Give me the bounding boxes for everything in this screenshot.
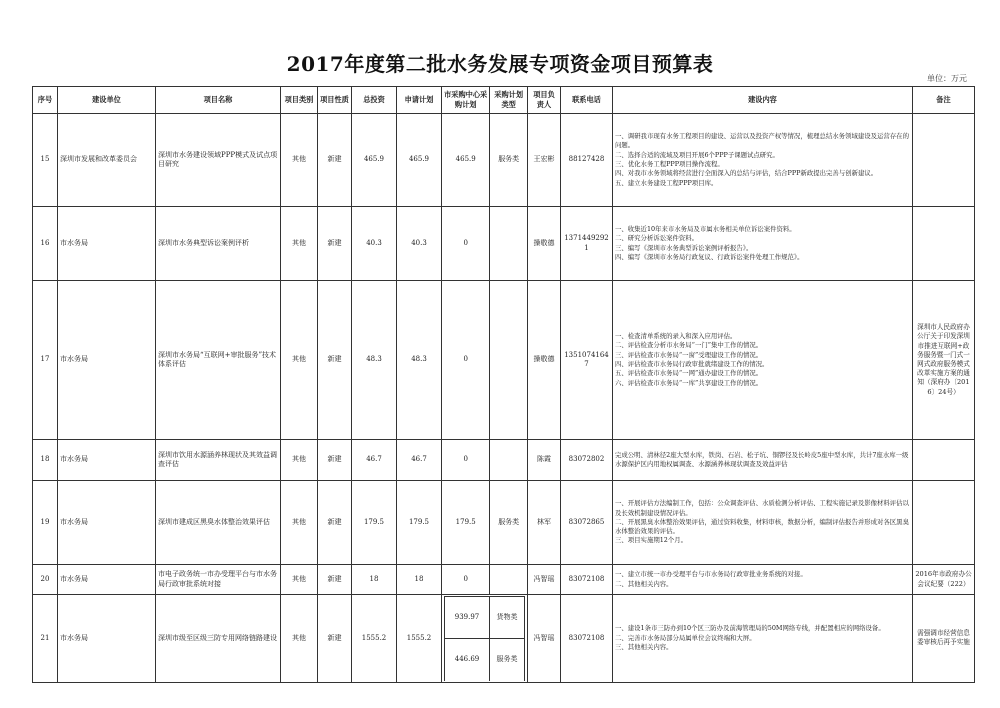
cell-note (913, 481, 975, 565)
table-row (33, 207, 975, 281)
cell-ptype (490, 440, 528, 481)
cell-note: 2016年市政府办公会议纪要（222） (913, 565, 975, 595)
content-line: 完成公明、清林径2座大型水库，铁岗、石岩、松子坑、铜锣径及长岭皮5座中型水库，共计7座水库一级水源保护区内用地权属调查、水源涵养林现状调查及效益评估 (615, 450, 909, 468)
content-line: 一、建设1条市三防办到10个区三防办及前海管理局的50M网络专线，并配置相应的网络设备。 (615, 624, 885, 633)
header-total: 总投资 (352, 87, 397, 114)
cell-nature: 新建 (318, 114, 352, 207)
cell-note (913, 114, 975, 207)
header-unit: 建设单位 (58, 87, 156, 114)
cell-unit: 市水务局 (58, 440, 156, 481)
cell-ptype: 服务类 (490, 481, 528, 565)
cell-center-split (442, 595, 528, 683)
cell-category: 其他 (281, 595, 318, 683)
cell-no: 15 (33, 114, 58, 207)
cell-phone: 83072108 (561, 595, 613, 683)
cell-apply: 1555.2 (397, 595, 442, 683)
cell-center: 179.5 (442, 481, 490, 565)
cell-no: 19 (33, 481, 58, 565)
cell-apply: 40.3 (397, 207, 442, 281)
header-nature: 项目性质 (318, 87, 352, 114)
cell-project-name: 市电子政务统一市办受理平台与市水务局行政审批系统对接 (156, 565, 281, 595)
cell-nature: 新建 (318, 440, 352, 481)
header-apply: 申请计划 (397, 87, 442, 114)
content-line: 一、调研我市现有水务工程项目的建设、运营以及投资产权等情况，梳理总结水务领域建设及运营存在的问题。 (615, 132, 909, 150)
cell-content (613, 565, 913, 595)
cell-content (613, 595, 913, 683)
split-table (444, 596, 525, 681)
cell-ptype (490, 565, 528, 595)
cell-unit: 市水务局 (58, 481, 156, 565)
content-line: 二、研究分析诉讼案件资料。 (615, 234, 699, 243)
cell-project-name: 深圳市饮用水源涵养林现状及其效益调查评估 (156, 440, 281, 481)
cell-category: 其他 (281, 565, 318, 595)
split-type: 货物类 (490, 597, 525, 639)
cell-total: 1555.2 (352, 595, 397, 683)
cell-center: 0 (442, 281, 490, 440)
cell-note (913, 207, 975, 281)
cell-unit: 深圳市发展和改革委员会 (58, 114, 156, 207)
cell-total: 46.7 (352, 440, 397, 481)
header-row (33, 87, 975, 114)
cell-no: 20 (33, 565, 58, 595)
cell-phone: 13510741647 (561, 281, 613, 440)
split-row (445, 639, 525, 681)
cell-category: 其他 (281, 440, 318, 481)
cell-apply: 465.9 (397, 114, 442, 207)
cell-project-name: 深圳市级至区级三防专用网络链路建设 (156, 595, 281, 683)
cell-nature: 新建 (318, 595, 352, 683)
split-amount: 446.69 (445, 639, 490, 681)
cell-total: 40.3 (352, 207, 397, 281)
header-phone: 联系电话 (561, 87, 613, 114)
table-row (33, 595, 975, 683)
content-line: 六、评估检查市水务局“一库”共享建设工作的情况。 (615, 378, 763, 387)
cell-phone: 83072108 (561, 565, 613, 595)
header-ptype: 采购计划类型 (490, 87, 528, 114)
cell-nature: 新建 (318, 565, 352, 595)
cell-unit: 市水务局 (58, 595, 156, 683)
cell-person: 冯智瑶 (528, 595, 561, 683)
content-line: 一、开展评估方法编制工作，包括：公众调查评估、水质检测分析评估、工程实施记录及影像材料评估以及长效机制建设情况评估。 (615, 499, 909, 517)
cell-phone: 83072802 (561, 440, 613, 481)
split-type: 服务类 (490, 639, 525, 681)
table-row (33, 481, 975, 565)
header-note: 备注 (913, 87, 975, 114)
cell-project-name: 深圳市建成区黑臭水体整治效果评估 (156, 481, 281, 565)
cell-ptype (490, 207, 528, 281)
content-line: 二、评估检查分析市水务局“一门”集中工作的情况。 (615, 341, 763, 350)
content-line: 四、对我市水务领域将经营进行全面深入的总结与评估，结合PPP新政提出完善与创新建议。 (615, 169, 878, 178)
content-line: 一、收集近10年来市水务局及市属水务相关单位诉讼案件资料。 (615, 224, 796, 233)
cell-total: 465.9 (352, 114, 397, 207)
cell-category: 其他 (281, 481, 318, 565)
cell-ptype (490, 281, 528, 440)
cell-project-name: 深圳市水务典型诉讼案例评析 (156, 207, 281, 281)
cell-no: 17 (33, 281, 58, 440)
cell-person: 操敬德 (528, 207, 561, 281)
cell-no: 21 (33, 595, 58, 683)
content-line: 二、完善市水务局部分局属单位会议终端和大屏。 (615, 633, 756, 642)
budget-table (32, 86, 975, 683)
table-row (33, 440, 975, 481)
cell-person: 王宏彬 (528, 114, 561, 207)
cell-total: 48.3 (352, 281, 397, 440)
cell-unit: 市水务局 (58, 207, 156, 281)
document-title: 2017年度第二批水务发展专项资金项目预算表 (286, 52, 714, 76)
cell-content (613, 207, 913, 281)
table-row (33, 114, 975, 207)
cell-phone: 88127428 (561, 114, 613, 207)
cell-category: 其他 (281, 281, 318, 440)
cell-category: 其他 (281, 207, 318, 281)
cell-content (613, 440, 913, 481)
content-line: 四、编写《深圳市水务局行政复议、行政诉讼案件处理工作规范》。 (615, 252, 804, 261)
cell-project-name: 深圳市水务建设领域PPP模式及试点项目研究 (156, 114, 281, 207)
cell-unit: 市水务局 (58, 281, 156, 440)
cell-unit: 市水务局 (58, 565, 156, 595)
cell-person: 林军 (528, 481, 561, 565)
content-line: 四、评估检查市水务局行政审批就绪建设工作的情况。 (615, 360, 769, 368)
content-line: 五、评估检查市水务局“一网”通办建设工作的情况。 (615, 369, 763, 378)
cell-person: 冯智瑶 (528, 565, 561, 595)
table-row (33, 565, 975, 595)
content-line: 五、建立水务建设工程PPP项目库。 (615, 178, 718, 187)
cell-apply: 48.3 (397, 281, 442, 440)
cell-center: 0 (442, 565, 490, 595)
unit-label: 单位：万元 (927, 74, 967, 83)
header-person: 项目负责人 (528, 87, 561, 114)
cell-phone: 13714492921 (561, 207, 613, 281)
cell-nature: 新建 (318, 481, 352, 565)
cell-person: 操敬德 (528, 281, 561, 440)
content-line: 三、编写《深圳市水务典型诉讼案例评析报告》。 (615, 243, 753, 252)
cell-category: 其他 (281, 114, 318, 207)
cell-nature: 新建 (318, 281, 352, 440)
header-center: 市采购中心采购计划 (442, 87, 490, 114)
cell-apply: 46.7 (397, 440, 442, 481)
cell-apply: 179.5 (397, 481, 442, 565)
table-row (33, 281, 975, 440)
cell-apply: 18 (397, 565, 442, 595)
header-content: 建设内容 (613, 87, 913, 114)
cell-project-name: 深圳市水务局“互联网+审批服务”技术体系评估 (156, 281, 281, 440)
content-line: 三、评估检查市水务局“一窗”受理建设工作的情况。 (615, 350, 763, 359)
cell-content (613, 114, 913, 207)
content-line: 二、其他相关内容。 (615, 579, 673, 588)
content-line: 二、选择合适的流域及项目开展6个PPP子课题试点研究。 (615, 150, 779, 159)
split-row (445, 597, 525, 639)
cell-nature: 新建 (318, 207, 352, 281)
cell-no: 16 (33, 207, 58, 281)
header-category: 项目类别 (281, 87, 318, 114)
cell-note: 需强调市经营信息委审核后再予实施 (913, 595, 975, 683)
cell-no: 18 (33, 440, 58, 481)
cell-person: 陈霞 (528, 440, 561, 481)
cell-ptype: 服务类 (490, 114, 528, 207)
cell-content (613, 281, 913, 440)
content-line: 三、其他相关内容。 (615, 642, 673, 651)
cell-total: 18 (352, 565, 397, 595)
cell-center: 0 (442, 440, 490, 481)
content-line: 一、检查清单系统的录入和深入应用评估。 (615, 332, 737, 341)
cell-content (613, 481, 913, 565)
content-line: 三、优化水务工程PPP项目操作流程。 (615, 160, 724, 168)
cell-note: 深圳市人民政府办公厅关于印发深圳市推进互联网+政务服务暨一门式一网式政府服务模式改革实施方案的通知（深府办〔2016〕24号） (913, 281, 975, 440)
cell-center: 0 (442, 207, 490, 281)
header-no: 序号 (33, 87, 58, 114)
cell-center: 465.9 (442, 114, 490, 207)
content-line: 三、项目实施期12个月。 (615, 536, 688, 545)
header-project-name: 项目名称 (156, 87, 281, 114)
split-amount: 939.97 (445, 597, 490, 639)
cell-total: 179.5 (352, 481, 397, 565)
cell-phone: 83072865 (561, 481, 613, 565)
cell-note (913, 440, 975, 481)
content-line: 二、开展黑臭水体整治效果评估，通过资料收集，材料审核，数据分析，编制评估报告并形成对各区黑臭水体整治效果的评估。 (615, 517, 909, 536)
content-line: 一、建立市统一市办受理平台与市水务局行政审批业务系统的对接。 (615, 570, 807, 579)
